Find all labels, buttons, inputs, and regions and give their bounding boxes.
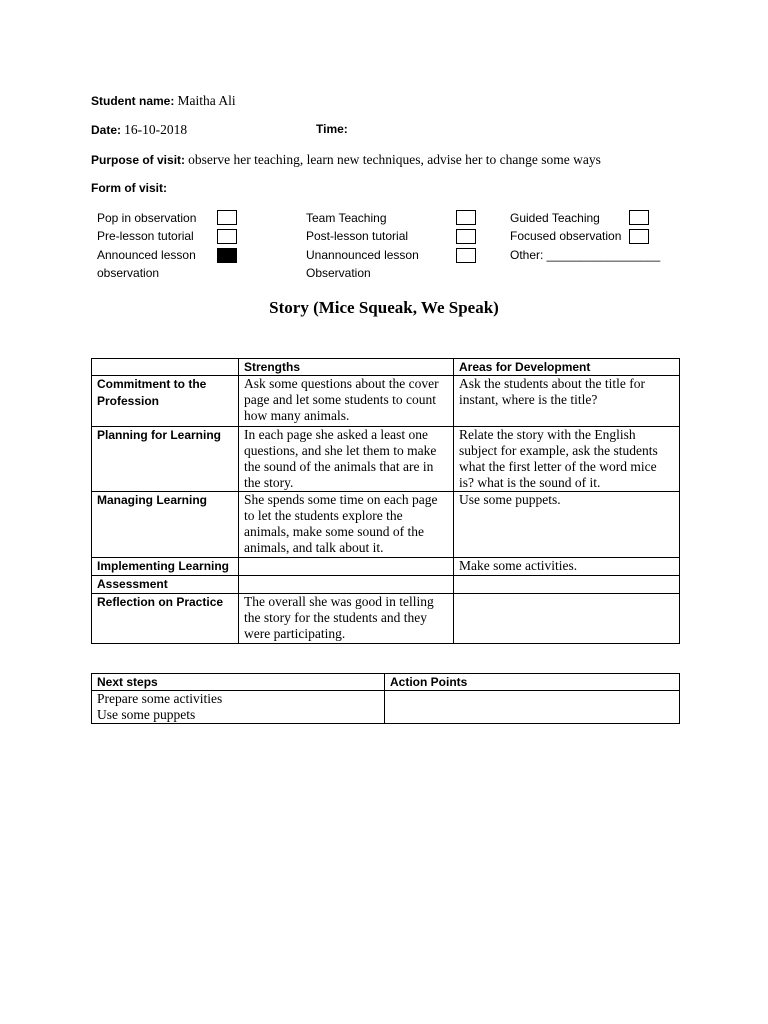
criteria-label: Reflection on Practice: [92, 594, 239, 644]
option-announced-line1: Announced lesson: [97, 248, 196, 262]
evaluation-header-row: [92, 359, 680, 376]
option-pre-lesson: Pre-lesson tutorial: [97, 229, 194, 243]
table-row: [92, 376, 680, 427]
date-label: Date:: [91, 123, 122, 137]
development-cell: [454, 594, 680, 644]
strengths-cell: [239, 558, 454, 576]
option-unannounced-line1: Unannounced lesson: [306, 248, 419, 262]
time-label: Time:: [316, 122, 348, 136]
development-cell: Relate the story with the English subject for example, ask the students what the first letter of the word mice is? what is the sound of it.: [454, 427, 680, 492]
date-value: 16-10-2018: [124, 122, 188, 137]
option-guided-teaching: Guided Teaching: [510, 211, 600, 225]
checkbox-pop-in[interactable]: [217, 210, 237, 225]
table-row: [92, 558, 680, 576]
form-of-visit-field: [91, 181, 167, 196]
next-steps-table: [91, 673, 680, 724]
action-points-header: Action Points: [385, 674, 680, 691]
table-row: [92, 492, 680, 558]
criteria-label: Managing Learning: [92, 492, 239, 558]
purpose-value: observe her teaching, learn new techniques, advise her to change some ways: [188, 152, 601, 167]
criteria-label: Assessment: [92, 576, 239, 594]
table-row: [92, 427, 680, 492]
checkbox-team-teaching[interactable]: [456, 210, 476, 225]
strengths-cell: In each page she asked a least one questions, and she let them to make the sound of the animals that are in the story.: [239, 427, 454, 492]
evaluation-header-criteria: [92, 359, 239, 376]
checkbox-focused-observation[interactable]: [629, 229, 649, 244]
checkbox-unannounced[interactable]: [456, 248, 476, 263]
next-steps-header: Next steps: [92, 674, 385, 691]
table-row: [92, 594, 680, 644]
strengths-cell: [239, 576, 454, 594]
option-focused-observation: Focused observation: [510, 229, 622, 243]
strengths-cell: The overall she was good in telling the story for the students and they were participating.: [239, 594, 454, 644]
action-points-cell: [385, 691, 680, 724]
story-title: Story (Mice Squeak, We Speak): [269, 298, 499, 317]
purpose-field: [91, 152, 601, 168]
purpose-label: Purpose of visit:: [91, 153, 186, 167]
option-post-lesson: Post-lesson tutorial: [306, 229, 409, 243]
development-cell: Make some activities.: [454, 558, 680, 576]
next-step-item: Use some puppets: [97, 707, 196, 722]
checkbox-guided-teaching[interactable]: [629, 210, 649, 225]
table-row: [92, 576, 680, 594]
option-pop-in: Pop in observation: [97, 211, 197, 225]
criteria-label: Commitment to the Profession: [92, 376, 239, 427]
next-steps-header-row: [92, 674, 680, 691]
next-steps-cell: [92, 691, 385, 724]
date-field: [91, 122, 187, 138]
student-name-field: [91, 93, 236, 109]
development-cell: [454, 576, 680, 594]
checkbox-announced[interactable]: [217, 248, 237, 263]
table-row: [92, 691, 680, 724]
strengths-cell: She spends some time on each page to let the students explore the animals, make some sound of the animals, and talk about it.: [239, 492, 454, 558]
student-name-label: Student name:: [91, 94, 175, 108]
option-team-teaching: Team Teaching: [306, 211, 387, 225]
development-cell: Ask the students about the title for instant, where is the title?: [454, 376, 680, 427]
next-step-item: Prepare some activities: [97, 691, 223, 706]
form-of-visit-label: Form of visit:: [91, 181, 168, 195]
option-unannounced-line2: Observation: [306, 266, 371, 280]
criteria-label: Planning for Learning: [92, 427, 239, 492]
evaluation-table: [91, 358, 680, 644]
criteria-label: Implementing Learning: [92, 558, 239, 576]
checkbox-pre-lesson[interactable]: [217, 229, 237, 244]
strengths-cell: Ask some questions about the cover page and let some students to count how many animals.: [239, 376, 454, 427]
student-name-value: Maitha Ali: [177, 93, 236, 108]
evaluation-header-strengths: Strengths: [239, 359, 454, 376]
checkbox-post-lesson[interactable]: [456, 229, 476, 244]
evaluation-header-development: Areas for Development: [454, 359, 680, 376]
option-other: Other: _________________: [510, 248, 661, 262]
time-field: [316, 122, 348, 137]
option-announced-line2: observation: [97, 266, 160, 280]
development-cell: Use some puppets.: [454, 492, 680, 558]
